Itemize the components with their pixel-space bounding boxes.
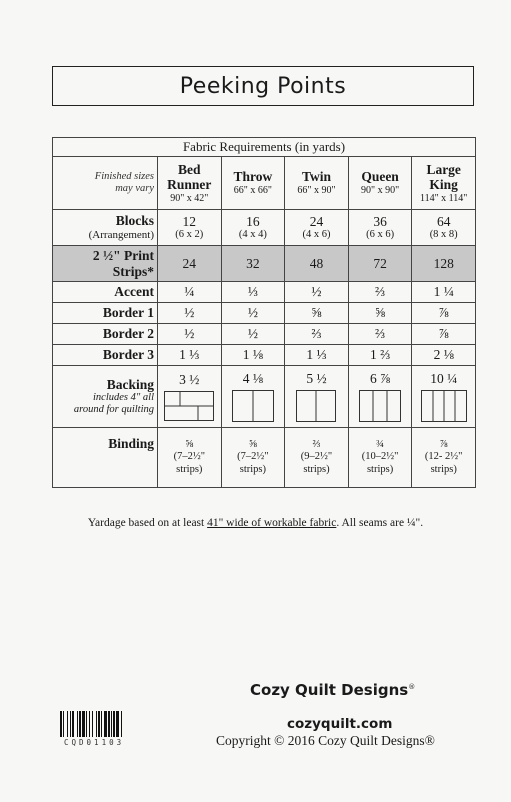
table-cell: 72 [348,246,412,282]
size-header-large-king: Large King 114" x 114" [412,157,476,210]
table-cell: ¾ (10–2½" strips) [348,428,412,488]
backing-label: Backing includes 4" all around for quilting [53,366,158,428]
finished-sizes-label: Finished sizes may vary [53,157,158,210]
table-cell: 64 (8 x 8) [412,210,476,246]
table-cell: ½ [158,303,222,324]
table-cell: ⅔ [348,324,412,345]
table-cell: ⅝ [285,303,349,324]
table-cell: ⅝ (7–2½" strips) [221,428,285,488]
table-cell: ⅔ (9–2½" strips) [285,428,349,488]
table-cell: 1 ⅛ [221,345,285,366]
table-row [53,345,476,366]
border-1-label: Border 1 [53,303,158,324]
size-header-queen: Queen 90" x 90" [348,157,412,210]
table-cell: 5 ½ [285,366,349,428]
table-cell: 32 [221,246,285,282]
table-cell: ½ [285,282,349,303]
print-strips-label: 2 ½" Print Strips* [53,246,158,282]
brand-name: Cozy Quilt Designs® [250,681,416,699]
table-cell: ⅝ (7–2½" strips) [158,428,222,488]
table-cell: 24 (4 x 6) [285,210,349,246]
table-cell: 6 ⅞ [348,366,412,428]
backing-layout-icon [164,391,214,421]
backing-layout-icon [359,390,401,422]
table-cell: ⅞ (12- 2½" strips) [412,428,476,488]
table-cell: 2 ⅛ [412,345,476,366]
blocks-label: Blocks (Arrangement) [53,210,158,246]
accent-label: Accent [53,282,158,303]
website-text: cozyquilt.com [287,716,393,732]
table-cell: 1 ⅔ [348,345,412,366]
size-header-twin: Twin 66" x 90" [285,157,349,210]
fabric-requirements-table [52,137,476,488]
size-header-row [53,157,476,210]
table-cell: 1 ¼ [412,282,476,303]
table-cell: ½ [158,324,222,345]
yardage-footnote: Yardage based on at least 41" wide of workable fabric. All seams are ¼". [87,517,424,529]
binding-row [53,428,476,488]
blocks-row [53,210,476,246]
table-cell: ½ [221,303,285,324]
pattern-title: Peeking Points [52,66,474,106]
copyright-text: Copyright © 2016 Cozy Quilt Designs® [216,733,435,748]
table-row [53,282,476,303]
binding-label: Binding [53,428,158,488]
table-cell: 24 [158,246,222,282]
table-cell: 1 ⅓ [158,345,222,366]
table-cell: ¼ [158,282,222,303]
table-cell: ⅝ [348,303,412,324]
table-cell: 1 ⅓ [285,345,349,366]
barcode-number: CQD01103 [64,738,125,747]
backing-layout-icon [296,390,336,422]
print-strips-row [53,246,476,282]
border-2-label: Border 2 [53,324,158,345]
table-cell: ⅓ [221,282,285,303]
table-cell: ⅞ [412,303,476,324]
table-cell: 10 ¼ [412,366,476,428]
table-cell: ⅔ [348,282,412,303]
table-cell: 12 (6 x 2) [158,210,222,246]
table-cell: ⅞ [412,324,476,345]
backing-layout-icon [421,390,467,422]
table-row [53,303,476,324]
table-cell: 4 ⅛ [221,366,285,428]
size-header-bed-runner: Bed Runner 90" x 42" [158,157,222,210]
table-cell: 128 [412,246,476,282]
border-3-label: Border 3 [53,345,158,366]
table-cell: 48 [285,246,349,282]
table-row [53,324,476,345]
table-cell: ½ [221,324,285,345]
size-header-throw: Throw 66" x 66" [221,157,285,210]
table-cell: 36 (6 x 6) [348,210,412,246]
table-cell: ⅔ [285,324,349,345]
table-cell: 16 (4 x 4) [221,210,285,246]
table-caption: Fabric Requirements (in yards) [53,138,476,157]
table-caption-row [53,138,476,157]
table-cell: 3 ½ [158,366,222,428]
barcode-icon [60,711,172,737]
backing-row [53,366,476,428]
backing-layout-icon [232,390,274,422]
